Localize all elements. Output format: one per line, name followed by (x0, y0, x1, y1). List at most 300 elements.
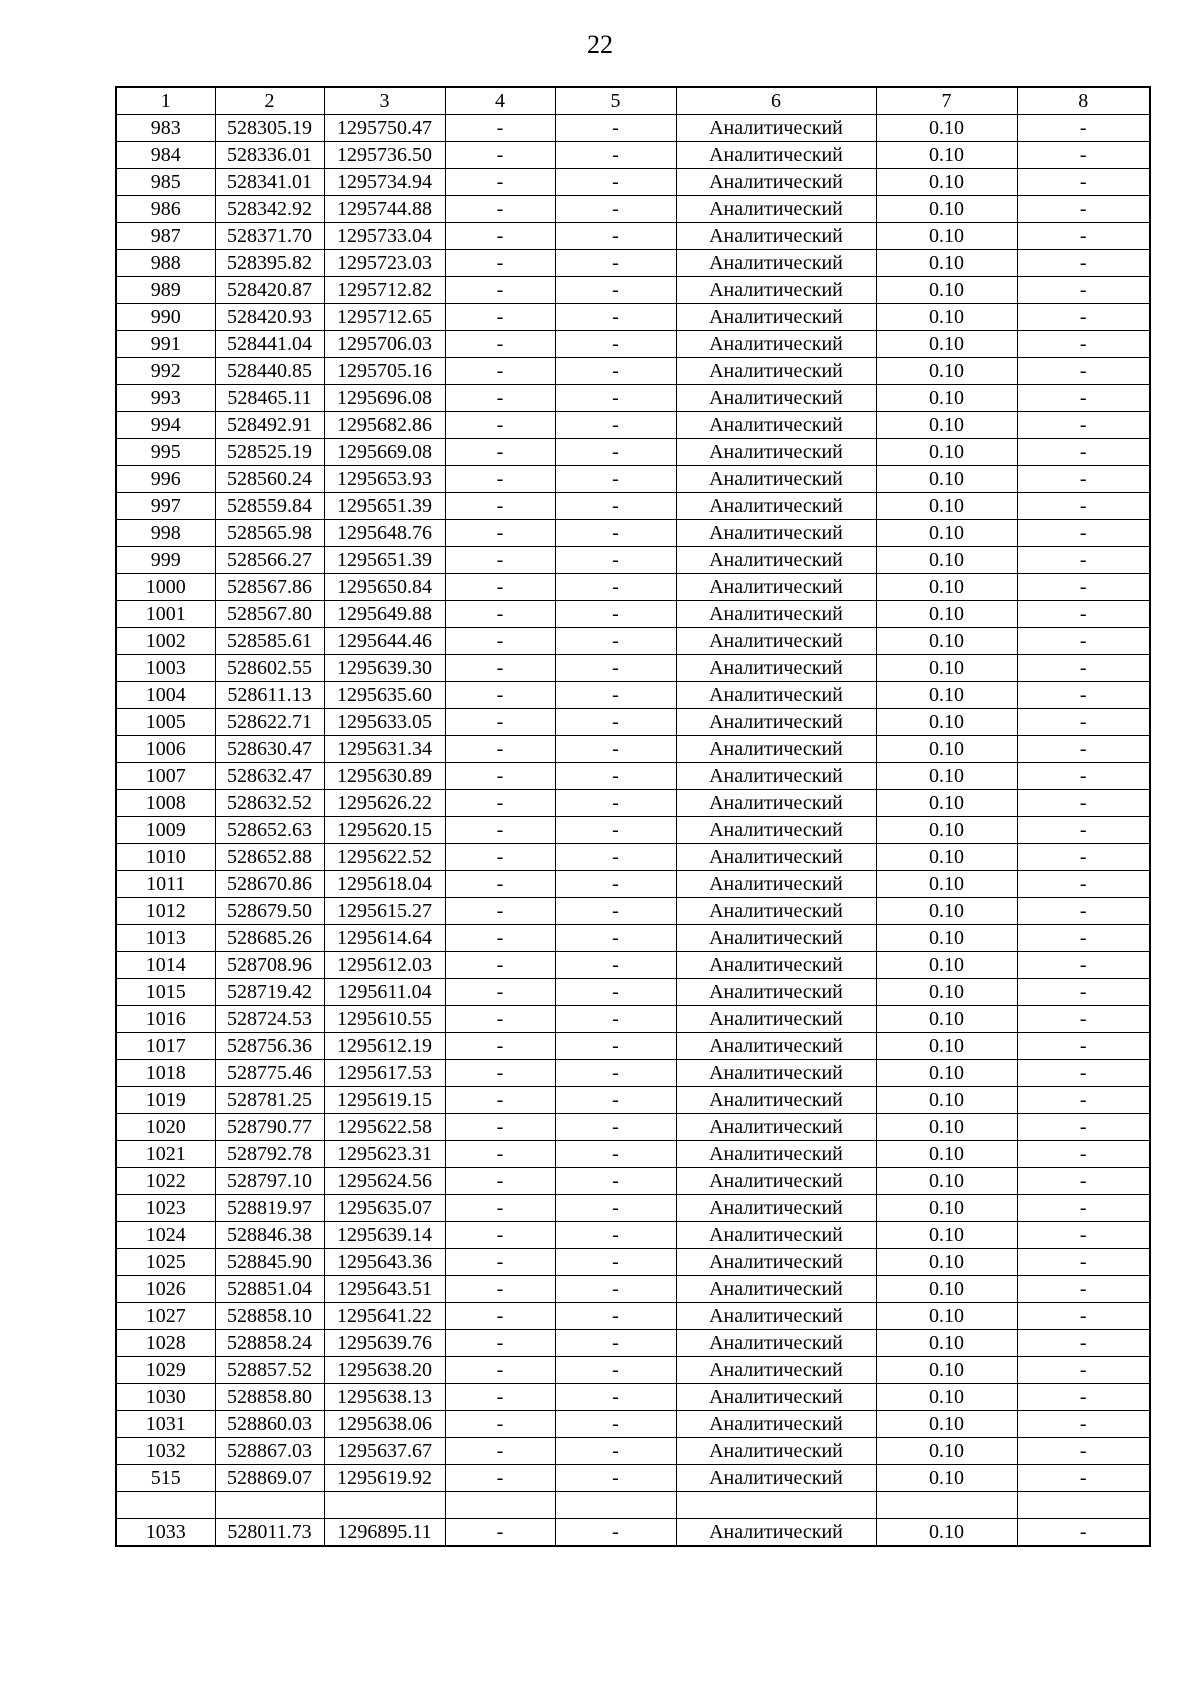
method-cell: Аналитический (676, 790, 876, 817)
col8-cell: - (1017, 628, 1150, 655)
table-row (116, 1303, 1150, 1330)
accuracy-cell: 0.10 (876, 1465, 1017, 1492)
x-coordinate-cell: 528858.24 (215, 1330, 324, 1357)
method-cell: Аналитический (676, 412, 876, 439)
x-coordinate-cell: 528708.96 (215, 952, 324, 979)
col8-cell: - (1017, 1357, 1150, 1384)
x-coordinate-cell: 528632.52 (215, 790, 324, 817)
col4-cell: - (445, 1168, 555, 1195)
x-coordinate-cell: 528775.46 (215, 1060, 324, 1087)
point-number-cell: 1003 (116, 655, 215, 682)
y-coordinate-cell: 1295644.46 (324, 628, 445, 655)
table-row (116, 493, 1150, 520)
col4-cell: - (445, 385, 555, 412)
accuracy-cell: 0.10 (876, 925, 1017, 952)
x-coordinate-cell: 528756.36 (215, 1033, 324, 1060)
col8-cell: - (1017, 1060, 1150, 1087)
column-header: 3 (324, 87, 445, 115)
col4-cell: - (445, 898, 555, 925)
method-cell: Аналитический (676, 358, 876, 385)
col4-cell: - (445, 142, 555, 169)
col4-cell: - (445, 1384, 555, 1411)
table-row (116, 169, 1150, 196)
table-row (116, 790, 1150, 817)
y-coordinate-cell: 1295653.93 (324, 466, 445, 493)
y-coordinate-cell: 1295624.56 (324, 1168, 445, 1195)
col5-cell: - (555, 547, 676, 574)
point-number-cell: 1012 (116, 898, 215, 925)
accuracy-cell: 0.10 (876, 493, 1017, 520)
column-header: 2 (215, 87, 324, 115)
col5-cell: - (555, 898, 676, 925)
y-coordinate-cell: 1295635.07 (324, 1195, 445, 1222)
point-number-cell: 1001 (116, 601, 215, 628)
table-row (116, 142, 1150, 169)
method-cell: Аналитический (676, 1438, 876, 1465)
table-row (116, 1465, 1150, 1492)
table-row (116, 655, 1150, 682)
col5-cell: - (555, 1249, 676, 1276)
col8-cell: - (1017, 1465, 1150, 1492)
point-number-cell: 1031 (116, 1411, 215, 1438)
col8-cell: - (1017, 1087, 1150, 1114)
y-coordinate-cell: 1295651.39 (324, 493, 445, 520)
col4-cell: - (445, 790, 555, 817)
method-cell: Аналитический (676, 547, 876, 574)
x-coordinate-cell: 528679.50 (215, 898, 324, 925)
col8-cell: - (1017, 790, 1150, 817)
method-cell: Аналитический (676, 763, 876, 790)
col5-cell: - (555, 655, 676, 682)
column-header: 6 (676, 87, 876, 115)
col8-cell: - (1017, 817, 1150, 844)
point-number-cell: 1002 (116, 628, 215, 655)
col4-cell: - (445, 952, 555, 979)
method-cell: Аналитический (676, 304, 876, 331)
col8-cell: - (1017, 979, 1150, 1006)
point-number-cell: 989 (116, 277, 215, 304)
y-coordinate-cell: 1295623.31 (324, 1141, 445, 1168)
col8-cell: - (1017, 1519, 1150, 1547)
method-cell: Аналитический (676, 223, 876, 250)
table-row (116, 1195, 1150, 1222)
table-row (116, 277, 1150, 304)
col4-cell: - (445, 1276, 555, 1303)
method-cell: Аналитический (676, 1411, 876, 1438)
point-number-cell: 1021 (116, 1141, 215, 1168)
table-row (116, 304, 1150, 331)
col8-cell: - (1017, 1033, 1150, 1060)
point-number-cell: 994 (116, 412, 215, 439)
y-coordinate-cell: 1295648.76 (324, 520, 445, 547)
y-coordinate-cell: 1295696.08 (324, 385, 445, 412)
col8-cell: - (1017, 439, 1150, 466)
col4-cell: - (445, 520, 555, 547)
point-number-cell: 1000 (116, 574, 215, 601)
col8-cell: - (1017, 304, 1150, 331)
col4-cell: - (445, 844, 555, 871)
col4-cell: - (445, 709, 555, 736)
table-row (116, 1249, 1150, 1276)
col5-cell: - (555, 142, 676, 169)
accuracy-cell: 0.10 (876, 331, 1017, 358)
x-coordinate-cell: 528797.10 (215, 1168, 324, 1195)
col4-cell: - (445, 1195, 555, 1222)
accuracy-cell: 0.10 (876, 223, 1017, 250)
col4-cell: - (445, 331, 555, 358)
y-coordinate-cell: 1295612.19 (324, 1033, 445, 1060)
y-coordinate-cell: 1295612.03 (324, 952, 445, 979)
col5-cell: - (555, 952, 676, 979)
col4-cell: - (445, 1465, 555, 1492)
col4-cell: - (445, 223, 555, 250)
col8-cell: - (1017, 466, 1150, 493)
x-coordinate-cell: 528860.03 (215, 1411, 324, 1438)
accuracy-cell: 0.10 (876, 817, 1017, 844)
method-cell: Аналитический (676, 1303, 876, 1330)
col5-cell: - (555, 682, 676, 709)
table-row (116, 844, 1150, 871)
table-row (116, 736, 1150, 763)
col5-cell: - (555, 115, 676, 142)
x-coordinate-cell: 528846.38 (215, 1222, 324, 1249)
accuracy-cell: 0.10 (876, 655, 1017, 682)
accuracy-cell: 0.10 (876, 790, 1017, 817)
table-row (116, 979, 1150, 1006)
accuracy-cell: 0.10 (876, 871, 1017, 898)
y-coordinate-cell: 1295620.15 (324, 817, 445, 844)
method-cell: Аналитический (676, 898, 876, 925)
table-header-row (116, 87, 1150, 115)
point-number-cell: 1024 (116, 1222, 215, 1249)
x-coordinate-cell: 528420.93 (215, 304, 324, 331)
column-header: 1 (116, 87, 215, 115)
x-coordinate-cell: 528585.61 (215, 628, 324, 655)
col8-cell: - (1017, 736, 1150, 763)
table-row (116, 1168, 1150, 1195)
x-coordinate-cell: 528441.04 (215, 331, 324, 358)
point-number-cell: 985 (116, 169, 215, 196)
x-coordinate-cell: 528395.82 (215, 250, 324, 277)
table-row (116, 601, 1150, 628)
col8-cell: - (1017, 682, 1150, 709)
x-coordinate-cell: 528371.70 (215, 223, 324, 250)
method-cell: Аналитический (676, 1114, 876, 1141)
y-coordinate-cell: 1295744.88 (324, 196, 445, 223)
point-number-cell: 1004 (116, 682, 215, 709)
col8-cell: - (1017, 655, 1150, 682)
col8-cell: - (1017, 844, 1150, 871)
method-cell: Аналитический (676, 574, 876, 601)
point-number-cell: 993 (116, 385, 215, 412)
method-cell: Аналитический (676, 169, 876, 196)
method-cell: Аналитический (676, 709, 876, 736)
method-cell: Аналитический (676, 331, 876, 358)
col5-cell: - (555, 412, 676, 439)
point-number-cell: 1010 (116, 844, 215, 871)
col5-cell: - (555, 1141, 676, 1168)
method-cell: Аналитический (676, 466, 876, 493)
x-coordinate-cell: 528869.07 (215, 1465, 324, 1492)
table-row (116, 1492, 1150, 1519)
point-number-cell: 515 (116, 1465, 215, 1492)
col4-cell (445, 1492, 555, 1519)
accuracy-cell: 0.10 (876, 979, 1017, 1006)
col8-cell: - (1017, 385, 1150, 412)
accuracy-cell: 0.10 (876, 898, 1017, 925)
table-row (116, 1006, 1150, 1033)
col8-cell: - (1017, 898, 1150, 925)
col5-cell: - (555, 1519, 676, 1547)
accuracy-cell: 0.10 (876, 466, 1017, 493)
x-coordinate-cell: 528440.85 (215, 358, 324, 385)
col8-cell (1017, 1492, 1150, 1519)
col8-cell: - (1017, 1249, 1150, 1276)
method-cell: Аналитический (676, 1519, 876, 1547)
y-coordinate-cell: 1295614.64 (324, 925, 445, 952)
table-row (116, 520, 1150, 547)
col8-cell: - (1017, 601, 1150, 628)
method-cell: Аналитический (676, 925, 876, 952)
y-coordinate-cell: 1295723.03 (324, 250, 445, 277)
col8-cell: - (1017, 574, 1150, 601)
accuracy-cell (876, 1492, 1017, 1519)
y-coordinate-cell: 1295750.47 (324, 115, 445, 142)
y-coordinate-cell: 1295626.22 (324, 790, 445, 817)
col4-cell: - (445, 466, 555, 493)
method-cell: Аналитический (676, 817, 876, 844)
y-coordinate-cell: 1295637.67 (324, 1438, 445, 1465)
col5-cell: - (555, 385, 676, 412)
accuracy-cell: 0.10 (876, 196, 1017, 223)
y-coordinate-cell: 1295643.51 (324, 1276, 445, 1303)
accuracy-cell: 0.10 (876, 1006, 1017, 1033)
col5-cell: - (555, 628, 676, 655)
table-row (116, 1060, 1150, 1087)
col4-cell: - (445, 115, 555, 142)
table-row (116, 115, 1150, 142)
point-number-cell: 1020 (116, 1114, 215, 1141)
point-number-cell: 1029 (116, 1357, 215, 1384)
col5-cell: - (555, 1276, 676, 1303)
method-cell: Аналитический (676, 196, 876, 223)
method-cell: Аналитический (676, 1195, 876, 1222)
col8-cell: - (1017, 952, 1150, 979)
col5-cell: - (555, 1006, 676, 1033)
x-coordinate-cell: 528011.73 (215, 1519, 324, 1547)
method-cell: Аналитический (676, 520, 876, 547)
column-header: 5 (555, 87, 676, 115)
col8-cell: - (1017, 925, 1150, 952)
col5-cell: - (555, 736, 676, 763)
point-number-cell: 987 (116, 223, 215, 250)
column-header: 4 (445, 87, 555, 115)
x-coordinate-cell: 528465.11 (215, 385, 324, 412)
point-number-cell: 1022 (116, 1168, 215, 1195)
col5-cell: - (555, 1438, 676, 1465)
col4-cell: - (445, 1033, 555, 1060)
point-number-cell: 991 (116, 331, 215, 358)
table-row (116, 250, 1150, 277)
accuracy-cell: 0.10 (876, 1060, 1017, 1087)
table-row (116, 763, 1150, 790)
y-coordinate-cell: 1295622.52 (324, 844, 445, 871)
col4-cell: - (445, 655, 555, 682)
table-body (116, 115, 1150, 1547)
col8-cell: - (1017, 520, 1150, 547)
method-cell: Аналитический (676, 1276, 876, 1303)
col4-cell: - (445, 1249, 555, 1276)
col5-cell: - (555, 1357, 676, 1384)
col4-cell: - (445, 1006, 555, 1033)
table-row (116, 1087, 1150, 1114)
table-row (116, 385, 1150, 412)
accuracy-cell: 0.10 (876, 1384, 1017, 1411)
y-coordinate-cell: 1295615.27 (324, 898, 445, 925)
point-number-cell: 1015 (116, 979, 215, 1006)
col8-cell: - (1017, 1384, 1150, 1411)
method-cell: Аналитический (676, 952, 876, 979)
table-row (116, 331, 1150, 358)
col5-cell: - (555, 574, 676, 601)
y-coordinate-cell: 1295734.94 (324, 169, 445, 196)
accuracy-cell: 0.10 (876, 1438, 1017, 1465)
y-coordinate-cell: 1295649.88 (324, 601, 445, 628)
table-row (116, 196, 1150, 223)
method-cell: Аналитический (676, 601, 876, 628)
table-row (116, 358, 1150, 385)
point-number-cell: 1019 (116, 1087, 215, 1114)
method-cell: Аналитический (676, 277, 876, 304)
x-coordinate-cell: 528867.03 (215, 1438, 324, 1465)
point-number-cell: 1025 (116, 1249, 215, 1276)
point-number-cell: 1023 (116, 1195, 215, 1222)
col5-cell: - (555, 331, 676, 358)
col4-cell: - (445, 1087, 555, 1114)
col8-cell: - (1017, 709, 1150, 736)
accuracy-cell: 0.10 (876, 304, 1017, 331)
accuracy-cell: 0.10 (876, 385, 1017, 412)
x-coordinate-cell: 528560.24 (215, 466, 324, 493)
x-coordinate-cell: 528851.04 (215, 1276, 324, 1303)
x-coordinate-cell: 528845.90 (215, 1249, 324, 1276)
col8-cell: - (1017, 871, 1150, 898)
accuracy-cell: 0.10 (876, 1114, 1017, 1141)
accuracy-cell: 0.10 (876, 628, 1017, 655)
table-row (116, 1114, 1150, 1141)
y-coordinate-cell: 1295682.86 (324, 412, 445, 439)
col4-cell: - (445, 1357, 555, 1384)
coordinates-table (115, 86, 1151, 1547)
table-row (116, 1357, 1150, 1384)
col4-cell: - (445, 1222, 555, 1249)
col5-cell: - (555, 1384, 676, 1411)
x-coordinate-cell: 528611.13 (215, 682, 324, 709)
col5-cell: - (555, 709, 676, 736)
x-coordinate-cell: 528670.86 (215, 871, 324, 898)
table-row (116, 574, 1150, 601)
col5-cell: - (555, 817, 676, 844)
column-header: 8 (1017, 87, 1150, 115)
col4-cell: - (445, 682, 555, 709)
accuracy-cell: 0.10 (876, 439, 1017, 466)
method-cell: Аналитический (676, 979, 876, 1006)
y-coordinate-cell: 1295630.89 (324, 763, 445, 790)
y-coordinate-cell: 1295651.39 (324, 547, 445, 574)
col4-cell: - (445, 601, 555, 628)
table-row (116, 628, 1150, 655)
col5-cell: - (555, 844, 676, 871)
method-cell: Аналитический (676, 142, 876, 169)
col8-cell: - (1017, 169, 1150, 196)
col5-cell: - (555, 1060, 676, 1087)
col8-cell: - (1017, 1141, 1150, 1168)
col5-cell: - (555, 1114, 676, 1141)
col4-cell: - (445, 925, 555, 952)
col5-cell: - (555, 1168, 676, 1195)
y-coordinate-cell: 1295639.30 (324, 655, 445, 682)
col4-cell: - (445, 817, 555, 844)
accuracy-cell: 0.10 (876, 574, 1017, 601)
x-coordinate-cell: 528685.26 (215, 925, 324, 952)
point-number-cell: 1008 (116, 790, 215, 817)
table-row (116, 709, 1150, 736)
method-cell: Аналитический (676, 736, 876, 763)
col4-cell: - (445, 277, 555, 304)
method-cell: Аналитический (676, 1141, 876, 1168)
y-coordinate-cell: 1295617.53 (324, 1060, 445, 1087)
table-row (116, 1330, 1150, 1357)
y-coordinate-cell: 1295638.13 (324, 1384, 445, 1411)
y-coordinate-cell: 1295619.15 (324, 1087, 445, 1114)
col4-cell: - (445, 547, 555, 574)
table-row (116, 466, 1150, 493)
y-coordinate-cell: 1295669.08 (324, 439, 445, 466)
point-number-cell: 1007 (116, 763, 215, 790)
table-row (116, 682, 1150, 709)
y-coordinate-cell: 1295712.82 (324, 277, 445, 304)
point-number-cell: 1027 (116, 1303, 215, 1330)
accuracy-cell: 0.10 (876, 1303, 1017, 1330)
point-number-cell: 1032 (116, 1438, 215, 1465)
col8-cell: - (1017, 331, 1150, 358)
col8-cell: - (1017, 1303, 1150, 1330)
point-number-cell: 990 (116, 304, 215, 331)
x-coordinate-cell: 528652.88 (215, 844, 324, 871)
col8-cell: - (1017, 1411, 1150, 1438)
col8-cell: - (1017, 1330, 1150, 1357)
col5-cell: - (555, 358, 676, 385)
x-coordinate-cell: 528622.71 (215, 709, 324, 736)
col4-cell: - (445, 493, 555, 520)
method-cell: Аналитический (676, 1249, 876, 1276)
x-coordinate-cell: 528342.92 (215, 196, 324, 223)
col4-cell: - (445, 1330, 555, 1357)
y-coordinate-cell: 1295622.58 (324, 1114, 445, 1141)
col5-cell: - (555, 601, 676, 628)
col5-cell: - (555, 763, 676, 790)
col8-cell: - (1017, 493, 1150, 520)
col5-cell: - (555, 169, 676, 196)
point-number-cell: 999 (116, 547, 215, 574)
col4-cell: - (445, 736, 555, 763)
accuracy-cell: 0.10 (876, 1276, 1017, 1303)
col4-cell: - (445, 169, 555, 196)
col4-cell: - (445, 1141, 555, 1168)
col8-cell: - (1017, 1438, 1150, 1465)
x-coordinate-cell: 528632.47 (215, 763, 324, 790)
method-cell: Аналитический (676, 1222, 876, 1249)
